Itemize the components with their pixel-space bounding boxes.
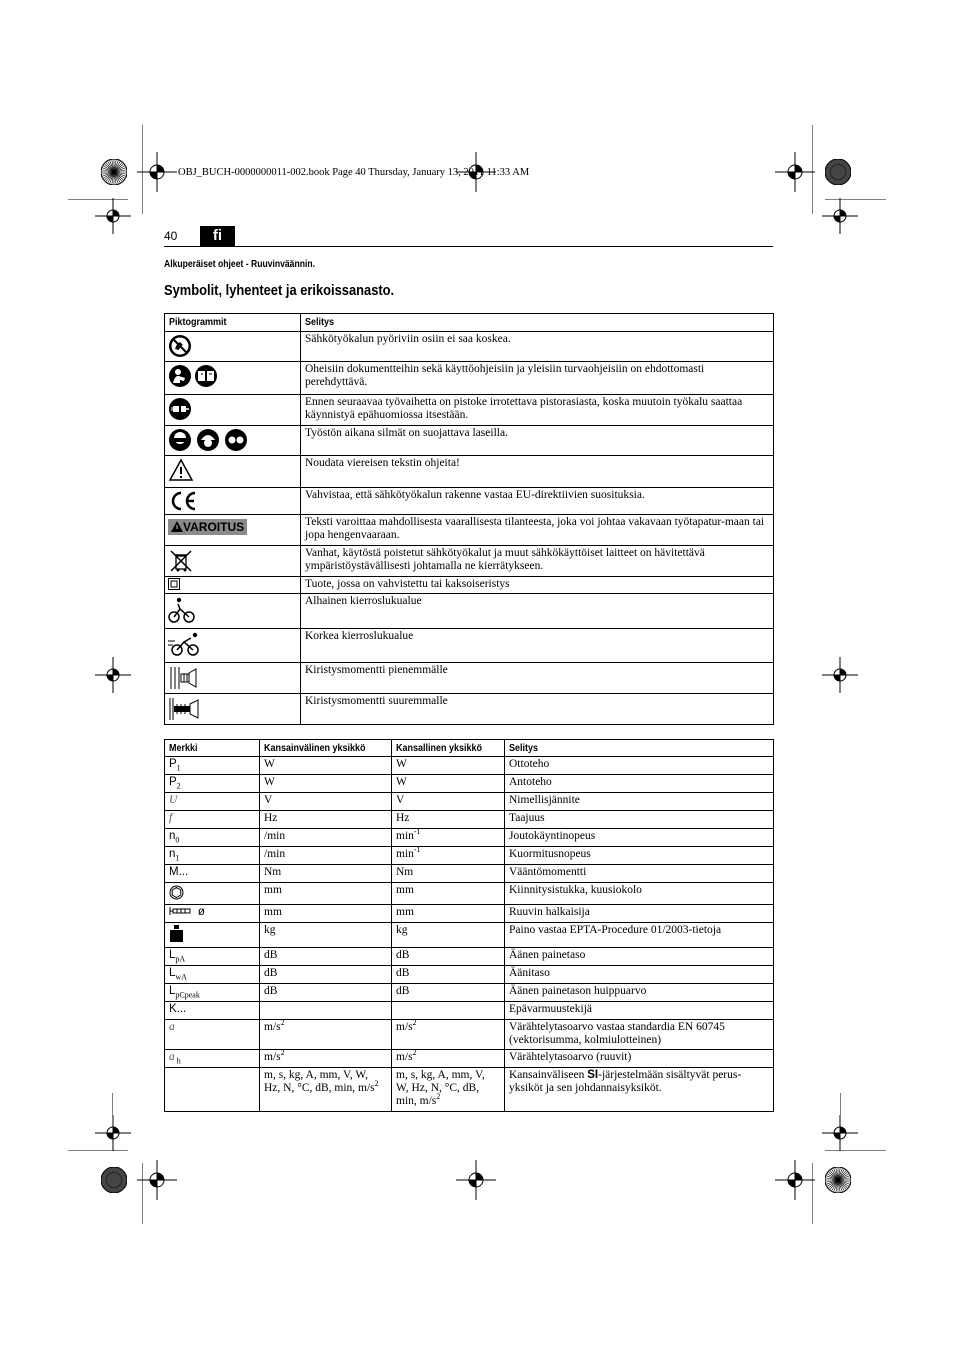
intl-unit-cell: $m/s^2$ <box>260 1020 392 1050</box>
table-row <box>165 923 774 948</box>
nat-unit-cell: $\min^{-1}$ <box>392 847 505 865</box>
units-table <box>164 739 774 1112</box>
nat-unit-cell: mm <box>392 905 505 923</box>
table-row <box>165 1050 774 1068</box>
registration-crosshair <box>456 1160 496 1200</box>
varoitus-label: VAROITUS <box>168 519 247 535</box>
symbol-cell: U <box>165 793 260 811</box>
nat-unit-cell: Hz <box>392 811 505 829</box>
table-row <box>165 905 774 923</box>
color-rosette <box>101 1167 127 1193</box>
col-header: Merkki <box>165 740 260 757</box>
desc-cell: Kuormitusnopeus <box>505 847 774 865</box>
table-row <box>165 1002 774 1020</box>
table-row <box>165 984 774 1002</box>
table-row <box>165 515 774 546</box>
crop-line <box>825 1150 886 1151</box>
table-row <box>165 966 774 984</box>
registration-crosshair <box>137 1160 177 1200</box>
torque-low-icon <box>165 663 301 694</box>
doc-title: Alkuperäiset ohjeet - Ruuvinväännin. <box>164 259 316 270</box>
crop-line <box>840 1093 841 1115</box>
desc-cell: Kansainväliseen SI-järjestelmään sisältyvät perus-yksiköt ja sen johdannaisyksiköt. <box>505 1068 774 1112</box>
weight-icon <box>165 923 260 948</box>
intl-unit-cell: /min <box>260 829 392 847</box>
intl-unit-cell: Nm <box>260 865 392 883</box>
nat-unit-cell: m, s, kg, A, mm, V, W, Hz, N, °C, dB, min, $m/s^2$ <box>392 1068 505 1112</box>
table-row <box>165 757 774 775</box>
eye-protection-icon <box>165 426 301 456</box>
intl-unit-cell: mm <box>260 905 392 923</box>
table-row <box>165 456 774 488</box>
desc-cell: Värähtelytasoarvo vastaa standardia EN 60745 (vektorisumma, kolmiulotteinen) <box>505 1020 774 1050</box>
intl-unit-cell: W <box>260 757 392 775</box>
section-heading: Symbolit, lyhenteet ja erikoissanasto. <box>164 282 395 299</box>
desc-cell: Äänen painetason huippuarvo <box>505 984 774 1002</box>
crop-line <box>68 1150 128 1151</box>
intl-unit-cell: V <box>260 793 392 811</box>
symbol-cell: a $_h$ <box>165 1050 260 1068</box>
unplug-icon <box>165 395 301 426</box>
row-text: Tuote, jossa on vahvistettu tai kaksoiseristys <box>301 577 774 594</box>
read-manual-icon <box>168 364 218 392</box>
nat-unit-cell: $m/s^2$ <box>392 1020 505 1050</box>
crop-line <box>112 1093 113 1115</box>
table-row <box>165 883 774 905</box>
registration-crosshair <box>137 152 177 192</box>
nat-unit-cell: $m/s^2$ <box>392 1050 505 1068</box>
table-row <box>165 577 774 594</box>
diameter-symbol: ø <box>197 906 205 918</box>
symbol-cell: $n_0$ <box>165 829 260 847</box>
registration-crosshair <box>775 1160 815 1200</box>
nat-unit-cell: kg <box>392 923 505 948</box>
symbol-cell: $L_{pA}$ <box>165 948 260 966</box>
table-row <box>165 694 774 725</box>
nat-unit-cell: dB <box>392 984 505 1002</box>
intl-unit-cell: kg <box>260 923 392 948</box>
warning-triangle-icon <box>165 456 301 488</box>
table-row <box>165 1020 774 1050</box>
row-text: Vanhat, käytöstä poistetut sähkötyökalut ja muut sähkökäyttöiset laitteet on hävitettävä ympäristöystävällisesti johtamalla ne kierrätykseen. <box>301 546 774 577</box>
nat-unit-cell: V <box>392 793 505 811</box>
desc-cell: Taajuus <box>505 811 774 829</box>
crop-line <box>812 125 813 214</box>
registration-crosshair <box>822 1115 858 1151</box>
table-row <box>165 775 774 793</box>
nat-unit-cell: W <box>392 775 505 793</box>
row-text: Ennen seuraavaa työvaihetta on pistoke irrotettava pistorasiasta, koska muutoin työkalu saattaa käynnistyä epähuomiossa itsestään. <box>301 395 774 426</box>
color-rosette <box>825 159 851 185</box>
table-row <box>165 629 774 663</box>
registration-crosshair <box>95 198 131 234</box>
desc-cell: Nimellisjännite <box>505 793 774 811</box>
table-row <box>165 1068 774 1112</box>
crop-line <box>142 125 143 214</box>
intl-unit-cell: $m/s^2$ <box>260 1050 392 1068</box>
table-row <box>165 594 774 629</box>
ce-mark-icon <box>165 488 301 515</box>
crossed-bin-icon <box>165 546 301 577</box>
table-row <box>165 362 774 395</box>
col-header: Selitys <box>301 314 774 332</box>
table-row <box>165 546 774 577</box>
registration-crosshair <box>95 657 131 693</box>
desc-cell: Epävarmuustekijä <box>505 1002 774 1020</box>
screw-diameter-icon <box>169 906 191 916</box>
nat-unit-cell: dB <box>392 948 505 966</box>
intl-unit-cell: m, s, kg, A, mm, V, W, Hz, N, °C, dB, min, $m/s^2$ <box>260 1068 392 1112</box>
desc-cell: Ottoteho <box>505 757 774 775</box>
desc-cell: Paino vastaa EPTA-Procedure 01/2003-tietoja <box>505 923 774 948</box>
desc-cell: Joutokäyntinopeus <box>505 829 774 847</box>
symbol-cell: $P_1$ <box>165 757 260 775</box>
desc-cell: Värähtelytasoarvo (ruuvit) <box>505 1050 774 1068</box>
table-row <box>165 793 774 811</box>
table-row <box>165 488 774 515</box>
intl-unit-cell: dB <box>260 984 392 1002</box>
page-number: 40 <box>164 229 178 243</box>
desc-cell: Antoteho <box>505 775 774 793</box>
symbol-cell: f <box>165 811 260 829</box>
hexagon-icon <box>165 883 260 905</box>
nat-unit-cell <box>392 1002 505 1020</box>
col-header: Piktogrammit <box>165 314 301 332</box>
registration-crosshair <box>95 1115 131 1151</box>
intl-unit-cell: W <box>260 775 392 793</box>
no-touch-icon <box>165 332 301 362</box>
low-speed-bicycle-icon <box>165 594 301 629</box>
symbol-cell: $L_{pCpeak}$ <box>165 984 260 1002</box>
torque-high-icon <box>165 694 301 725</box>
desc-cell: Vääntömomentti <box>505 865 774 883</box>
header-rule <box>164 246 773 247</box>
row-text: Sähkötyökalun pyöriviin osiin ei saa koskea. <box>301 332 774 362</box>
row-text: Oheisiin dokumentteihin sekä käyttöohjeisiin ja yleisiin turvaohjeisiin on ehdottomasti perehdyttävä. <box>301 362 774 395</box>
table-row <box>165 426 774 456</box>
table-row <box>165 865 774 883</box>
intl-unit-cell: mm <box>260 883 392 905</box>
registration-crosshair <box>775 152 815 192</box>
row-text: Kiristysmomentti pienemmälle <box>301 663 774 694</box>
language-tab: fi <box>200 226 235 246</box>
col-header: Kansallinen yksikkö <box>392 740 505 757</box>
desc-cell: Äänitaso <box>505 966 774 984</box>
intl-unit-cell: Hz <box>260 811 392 829</box>
desc-cell: Kiinnitysistukka, kuusiokolo <box>505 883 774 905</box>
crop-line <box>68 199 128 200</box>
row-text: Vahvistaa, että sähkötyökalun rakenne vastaa EU-direktiivien suosituksia. <box>301 488 774 515</box>
symbol-cell: $L_{wA}$ <box>165 966 260 984</box>
crop-line <box>812 1163 813 1224</box>
registration-crosshair <box>822 657 858 693</box>
nat-unit-cell: mm <box>392 883 505 905</box>
nat-unit-cell: Nm <box>392 865 505 883</box>
nat-unit-cell: W <box>392 757 505 775</box>
symbol-cell: $P_2$ <box>165 775 260 793</box>
double-insulation-icon <box>165 577 301 594</box>
crop-line <box>825 199 886 200</box>
table-row <box>165 847 774 865</box>
table-row <box>165 948 774 966</box>
table-row <box>165 811 774 829</box>
nat-unit-cell: $\min^{-1}$ <box>392 829 505 847</box>
row-text: Korkea kierroslukualue <box>301 629 774 663</box>
intl-unit-cell: dB <box>260 966 392 984</box>
intl-unit-cell: dB <box>260 948 392 966</box>
crop-line <box>142 1163 143 1224</box>
nat-unit-cell: dB <box>392 966 505 984</box>
table-row <box>165 395 774 426</box>
col-header: Kansainvälinen yksikkö <box>260 740 392 757</box>
col-header: Selitys <box>505 740 774 757</box>
desc-cell: Äänen painetaso <box>505 948 774 966</box>
row-text: Noudata viereisen tekstin ohjeita! <box>301 456 774 488</box>
intl-unit-cell <box>260 1002 392 1020</box>
symbol-cell <box>165 1068 260 1112</box>
registration-crosshair <box>822 198 858 234</box>
row-text: Alhainen kierroslukualue <box>301 594 774 629</box>
color-rosette <box>101 159 127 185</box>
high-speed-bicycle-icon <box>165 629 301 663</box>
table-row <box>165 663 774 694</box>
intl-unit-cell: /min <box>260 847 392 865</box>
row-text: Kiristysmomentti suuremmalle <box>301 694 774 725</box>
symbol-cell: M... <box>165 865 260 883</box>
table-row <box>165 829 774 847</box>
color-rosette <box>825 1167 851 1193</box>
book-info-line: OBJ_BUCH-0000000011-002.book Page 40 Thursday, January 13, 2011 11:33 AM <box>178 167 530 178</box>
row-text: Teksti varoittaa mahdollisesta vaarallisesta tilanteesta, joka voi johtaa vakavaan työtapatur-maan tai jopa hengenvaaraan. <box>301 515 774 546</box>
symbol-cell: a <box>165 1020 260 1050</box>
desc-cell: Ruuvin halkaisija <box>505 905 774 923</box>
symbol-cell: $n_1$ <box>165 847 260 865</box>
pictogram-table <box>164 313 774 725</box>
row-text: Työstön aikana silmät on suojattava laseilla. <box>301 426 774 456</box>
table-row <box>165 332 774 362</box>
symbol-cell: K... <box>165 1002 260 1020</box>
